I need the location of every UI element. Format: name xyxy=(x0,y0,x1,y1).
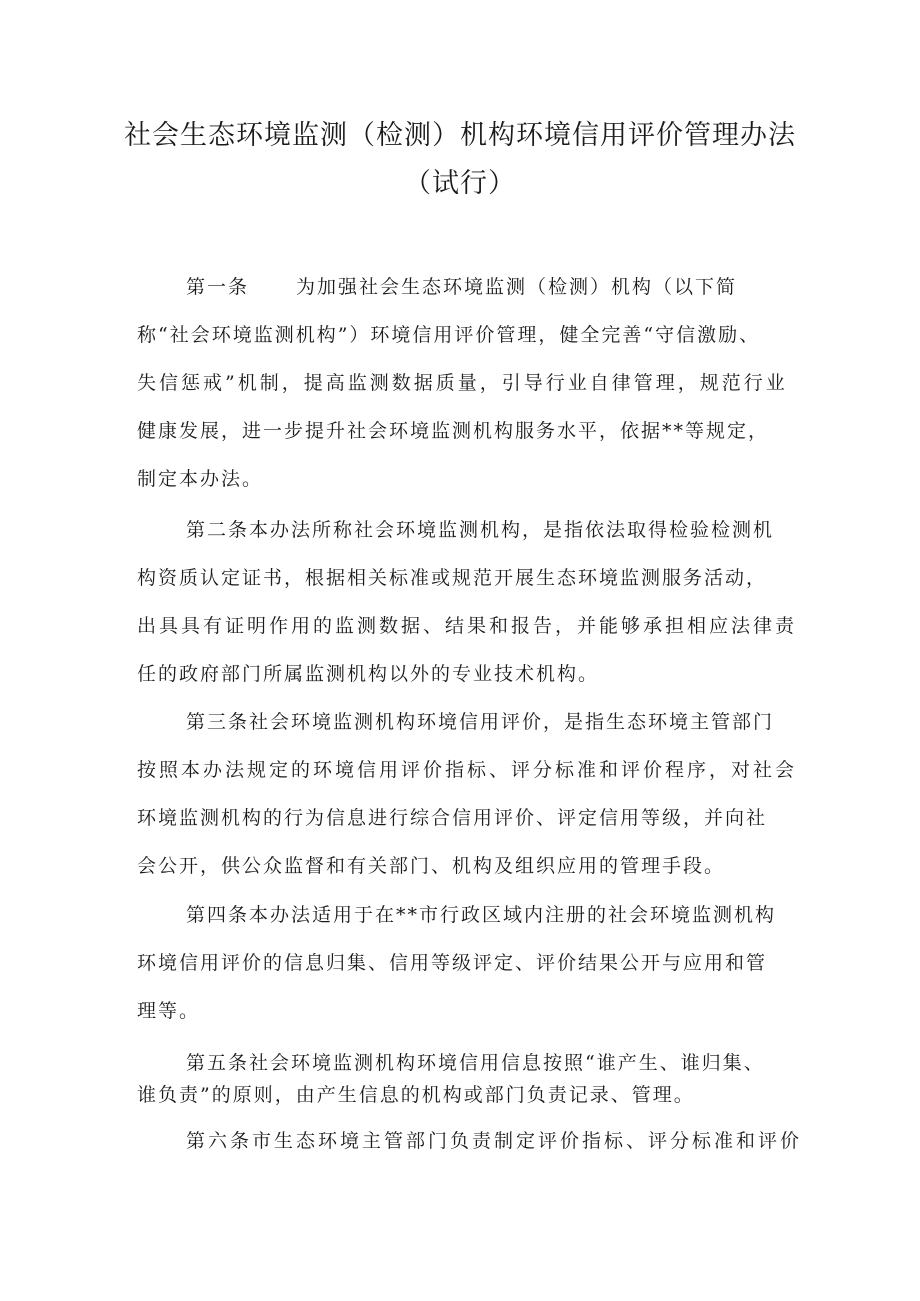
article-1-line-5: 制定本办法。 xyxy=(137,468,264,490)
article-3-line-3: 环境监测机构的行为信息进行综合信用评价、评定信用等级，并向社 xyxy=(137,807,768,829)
article-4-line-2: 环境信用评价的信息归集、信用等级评定、评价结果公开与应用和管 xyxy=(137,952,768,974)
article-6-line-1: 第六条市生态环境主管部门负责制定评价指标、评分标准和评价 xyxy=(186,1130,803,1152)
document-title: 社会生态环境监测（检测）机构环境信用评价管理办法（试行） xyxy=(124,120,796,199)
article-1-label: 第一条 xyxy=(186,276,250,298)
article-1-line-3: 失信惩戒”机制，提高监测数据质量，引导行业自律管理，规范行业 xyxy=(137,372,788,394)
article-3-line-4: 会公开，供公众监督和有关部门、机构及组织应用的管理手段。 xyxy=(137,855,726,877)
article-2-line-2: 构资质认定证书，根据相关标准或规范开展生态环境监测服务活动， xyxy=(137,567,768,589)
article-1-line-4: 健康发展，进一步提升社会环境监测机构服务水平，依据**等规定， xyxy=(137,420,770,442)
article-1-line-1: 为加强社会生态环境监测（检测）机构（以下简 xyxy=(296,276,738,298)
article-2-line-1: 第二条本办法所称社会环境监测机构，是指依法取得检验检测机 xyxy=(186,519,775,541)
article-1-first-line xyxy=(186,272,737,299)
article-5-line-2: 谁负责”的原则，由产生信息的机构或部门负责记录、管理。 xyxy=(137,1084,695,1106)
article-3-line-2: 按照本办法规定的环境信用评价指标、评分标准和评价程序，对社会 xyxy=(137,759,798,781)
article-1-line-2: 称“社会环境监测机构”）环境信用评价管理，健全完善“守信激励、 xyxy=(137,324,761,346)
article-2-line-3: 出具具有证明作用的监测数据、结果和报告，并能够承担相应法律责 xyxy=(137,615,798,637)
article-3-line-1: 第三条社会环境监测机构环境信用评价，是指生态环境主管部门 xyxy=(186,711,775,733)
article-4-line-1: 第四条本办法适用于在**市行政区域内注册的社会环境监测机构 xyxy=(186,904,777,926)
article-5-line-1: 第五条社会环境监测机构环境信用信息按照“谁产生、谁归集、 xyxy=(186,1052,765,1074)
article-4-line-3: 理等。 xyxy=(137,1000,201,1022)
article-2-line-4: 任的政府部门所属监测机构以外的专业技术机构。 xyxy=(137,663,600,685)
